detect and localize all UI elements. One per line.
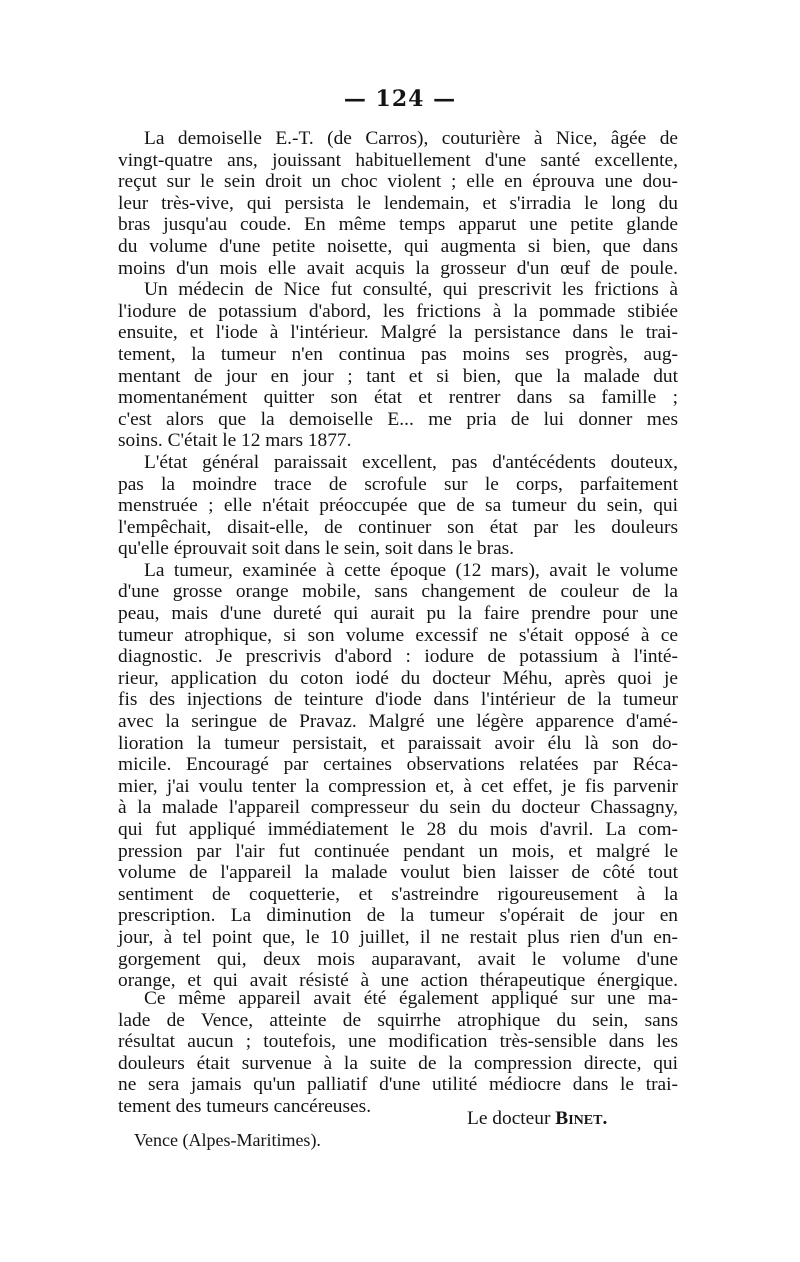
text-line: lioration la tumeur persistait, et paraissait avoir élu là son do- — [118, 732, 678, 754]
text-line: jour, à tel point que, le 10 juillet, il ne restait plus rien d'un en- — [118, 926, 678, 948]
text-line: orange, et qui avait résisté à une action thérapeutique énergique. — [118, 970, 678, 992]
text-line: Un médecin de Nice fut consulté, qui prescrivit les frictions à — [144, 279, 678, 301]
text-line: c'est alors que la demoiselle E... me pria de lui donner mes — [118, 408, 678, 430]
location-line: Vence (Alpes-Maritimes). — [134, 1130, 321, 1150]
text-line: menstruée ; elle n'était préoccupée que de sa tumeur du sein, qui — [118, 495, 678, 517]
text-line: avec la seringue de Pravaz. Malgré une légère apparence d'amé- — [118, 711, 678, 733]
text-line: mentant de jour en jour ; tant et si bien, que la malade dut — [118, 365, 678, 387]
text-line: fis des injections de teinture d'iode dans l'intérieur de la tumeur — [118, 689, 678, 711]
text-line: pas la moindre trace de scrofule sur le corps, parfaitement — [118, 473, 678, 495]
paragraph-4 — [118, 988, 678, 1118]
text-line: leur très-vive, qui persista le lendemain, et s'irradia le long du — [118, 192, 678, 214]
text-line: vingt-quatre ans, jouissant habituellement d'une santé excellente, — [118, 149, 678, 171]
text-line: douleurs était survenue à la suite de la compression directe, qui — [118, 1052, 678, 1074]
text-line: reçut sur le sein droit un choc violent ; elle en éprouva une dou- — [118, 171, 678, 193]
signature-name: Binet. — [555, 1108, 608, 1129]
text-line: tement, la tumeur n'en continua pas moins ses progrès, aug- — [118, 343, 678, 365]
text-line: sentiment de coquetterie, et s'astreindre rigoureusement à la — [118, 883, 678, 905]
text-line: bras jusqu'au coude. En même temps apparut une petite glande — [118, 214, 678, 236]
text-line: l'iodure de potassium d'abord, les frictions à la pommade stibiée — [118, 300, 678, 322]
text-line: résultat aucun ; toutefois, une modification très-sensible dans les — [118, 1031, 678, 1053]
text-line: soins. C'était le 12 mars 1877. — [118, 430, 352, 452]
text-line: rieur, application du coton iodé du docteur Méhu, après quoi je — [118, 667, 678, 689]
text-line: d'une grosse orange mobile, sans changement de couleur de la — [118, 581, 678, 603]
text-line: du volume d'une petite noisette, qui augmenta si bien, que dans — [118, 235, 678, 257]
signature-prefix: Le docteur — [467, 1108, 556, 1129]
text-line: La tumeur, examinée à cette époque (12 mars), avait le volume — [144, 559, 678, 581]
text-line: mier, j'ai voulu tenter la compression et, à cet effet, je fis parvenir — [118, 775, 678, 797]
text-line: lade de Vence, atteinte de squirrhe atrophique du sein, sans — [118, 1009, 678, 1031]
paragraph-3 — [118, 560, 678, 992]
paragraph-2 — [118, 452, 678, 560]
text-line: micile. Encouragé par certaines observations relatées par Réca- — [118, 754, 678, 776]
text-line: volume de l'appareil la malade voulut bien laisser de côté tout — [118, 862, 678, 884]
paragraph-1 — [118, 128, 678, 452]
text-line: qui fut appliqué immédiatement le 28 du mois d'avril. La com- — [118, 819, 678, 840]
text-line: L'état général paraissait excellent, pas d'antécédents douteux, — [144, 451, 678, 473]
text-line: peau, mais d'une dureté qui aurait pu la faire prendre pour une — [118, 603, 678, 625]
text-line: tumeur atrophique, si son volume excessif ne s'était opposé à ce — [118, 624, 678, 646]
text-line: pression par l'air fut continuée pendant un mois, et malgré le — [118, 840, 678, 862]
text-line: tement des tumeurs cancéreuses. — [118, 1095, 372, 1117]
text-line: l'empêchait, disait-elle, de continuer son état par les douleurs — [118, 516, 678, 538]
text-line: moins d'un mois elle avait acquis la grosseur d'un œuf de poule. — [118, 257, 678, 279]
text-line: La demoiselle E.-T. (de Carros), couturière à Nice, âgée de — [144, 128, 678, 149]
text-line: qu'elle éprouvait soit dans le sein, soit dans le bras. — [118, 538, 515, 560]
text-line: Ce même appareil avait été également appliqué sur une ma- — [144, 988, 678, 1009]
text-line: diagnostic. Je prescrivis d'abord : iodure de potassium à l'inté- — [118, 646, 678, 668]
text-line: gorgement qui, deux mois auparavant, avait le volume d'une — [118, 948, 678, 970]
text-line: prescription. La diminution de la tumeur s'opérait de jour en — [118, 905, 678, 927]
text-line: ne sera jamais qu'un palliatif d'une utilité médiocre dans le trai- — [118, 1074, 678, 1096]
text-line: à la malade l'appareil compresseur du sein du docteur Chassagny, — [118, 797, 678, 819]
article-body-closing — [118, 988, 678, 1118]
article-body-main — [118, 128, 678, 992]
signature — [467, 1108, 607, 1130]
text-line: ensuite, et l'iode à l'intérieur. Malgré la persistance dans le trai- — [118, 322, 678, 344]
page-number: — 124 — — [343, 86, 457, 112]
text-line: momentanément quitter son état et rentrer dans sa famille ; — [118, 387, 678, 409]
